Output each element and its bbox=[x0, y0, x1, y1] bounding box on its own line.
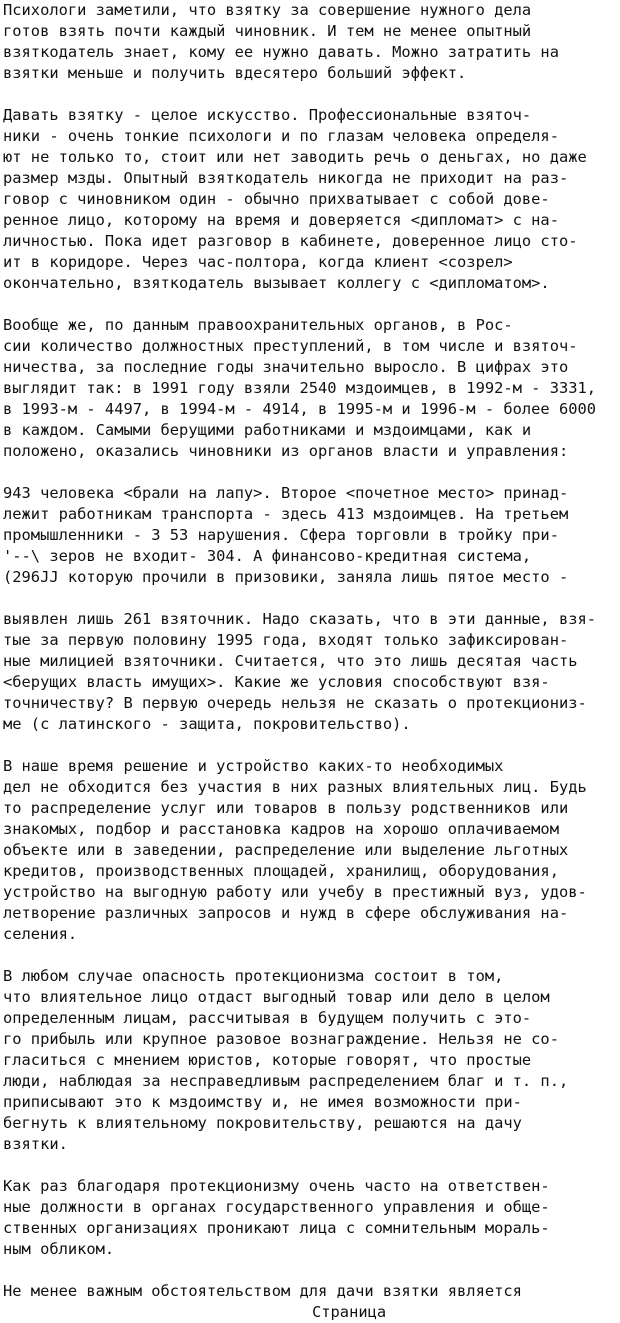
text-line: личностью. Пока идет разговор в кабинете, доверенное лицо сто- bbox=[3, 232, 578, 250]
text-line: устройство на выгодную работу или учебу в престижный вуз, удов- bbox=[3, 883, 587, 901]
text-line: окончательно, взяткодатель вызывает коллегу с <дипломатом>. bbox=[3, 274, 550, 292]
text-line: что влиятельное лицо отдаст выгодный товар или дело в целом bbox=[3, 988, 550, 1006]
text-line: промышленники - 3 53 нарушения. Сфера торговли в тройку при- bbox=[3, 526, 559, 544]
text-line: ит в коридоре. Через час-полтора, когда клиент <созрел> bbox=[3, 253, 513, 271]
text-line: в 1993-м - 4497, в 1994-м - 4914, в 1995-м и 1996-м - более 6000 bbox=[3, 400, 597, 418]
text-line: '--\ зеров не входит- 304. А финансово-кредитная система, bbox=[3, 547, 532, 565]
text-line: Не менее важным обстоятельством для дачи взятки является bbox=[3, 1282, 522, 1300]
text-line: ют не только то, стоит или нет заводить речь о деньгах, но даже bbox=[3, 148, 587, 166]
text-line: точничеству? В первую очередь нельзя не сказать о протекциониз- bbox=[3, 694, 587, 712]
text-line: взятки. bbox=[3, 1135, 68, 1153]
text-line: в каждом. Самыми берущими работниками и мздоимцами, как и bbox=[3, 421, 532, 439]
text-line: ники - очень тонкие психологи и по глазам человека определя- bbox=[3, 127, 559, 145]
text-line: Давать взятку - целое искусство. Профессиональные взяточ- bbox=[3, 106, 532, 124]
text-line: ренное лицо, которому на время и доверяется <дипломат> с на- bbox=[3, 211, 559, 229]
text-line: выглядит так: в 1991 году взяли 2540 мздоимцев, в 1992-м - 3331, bbox=[3, 379, 597, 397]
page-footer-label: Страница bbox=[312, 1303, 387, 1321]
text-line: кредитов, производственных площадей, хранилищ, оборудования, bbox=[3, 862, 559, 880]
text-line: (296JJ которую прочили в призовики, заняла лишь пятое место - bbox=[3, 568, 569, 586]
text-line: ные милицией взяточники. Считается, что это лишь десятая часть bbox=[3, 652, 578, 670]
text-line: люди, наблюдая за несправедливым распределением благ и т. п., bbox=[3, 1072, 569, 1090]
text-line: В наше время решение и устройство каких-то необходимых bbox=[3, 757, 504, 775]
text-line: сии количество должностных преступлений, в том числе и взяточ- bbox=[3, 337, 578, 355]
text-line: знакомых, подбор и расстановка кадров на хорошо оплачиваемом bbox=[3, 820, 559, 838]
text-line: положено, оказались чиновники из органов власти и управления: bbox=[3, 442, 569, 460]
text-line: взятки меньше и получить вдесятеро больший эффект. bbox=[3, 64, 467, 82]
text-line: В любом случае опасность протекционизма состоит в том, bbox=[3, 967, 504, 985]
text-line: ным обликом. bbox=[3, 1240, 115, 1258]
text-line: говор с чиновником один - обычно прихватывает с собой дове- bbox=[3, 190, 550, 208]
text-line: ничества, за последние годы значительно выросло. В цифрах это bbox=[3, 358, 569, 376]
text-line: объекте или в заведении, распределение или выделение льготных bbox=[3, 841, 569, 859]
text-line: ные должности в органах государственного управления и обще- bbox=[3, 1198, 550, 1216]
text-line: гласиться с мнением юристов, которые говорят, что простые bbox=[3, 1051, 532, 1069]
text-line: бегнуть к влиятельному покровительству, решаются на дачу bbox=[3, 1114, 522, 1132]
text-line: ме (с латинского - защита, покровительство). bbox=[3, 715, 411, 733]
text-line: Вообще же, по данным правоохранительных органов, в Рос- bbox=[3, 316, 513, 334]
text-line: размер мзды. Опытный взяткодатель никогда не приходит на раз- bbox=[3, 169, 569, 187]
text-line: взяткодатель знает, кому ее нужно давать. Можно затратить на bbox=[3, 43, 559, 61]
text-line: приписывают это к мздоимству и, не имея возможности при- bbox=[3, 1093, 522, 1111]
text-line: то распределение услуг или товаров в пользу родственников или bbox=[3, 799, 569, 817]
text-line: го прибыль или крупное разовое вознаграждение. Нельзя не со- bbox=[3, 1030, 559, 1048]
text-line: 943 человека <брали на лапу>. Второе <почетное место> принад- bbox=[3, 484, 569, 502]
text-line: Как раз благодаря протекционизму очень часто на ответствен- bbox=[3, 1177, 550, 1195]
text-line: ственных организациях проникают лица с сомнительным мораль- bbox=[3, 1219, 550, 1237]
text-line: дел не обходится без участия в них разных влиятельных лиц. Будь bbox=[3, 778, 587, 796]
text-line: селения. bbox=[3, 925, 78, 943]
text-line: <берущих власть имущих>. Какие же условия способствуют взя- bbox=[3, 673, 550, 691]
text-line: готов взять почти каждый чиновник. И тем не менее опытный bbox=[3, 22, 532, 40]
text-line: определенным лицам, рассчитывая в будущем получить с это- bbox=[3, 1009, 532, 1027]
text-line: выявлен лишь 261 взяточник. Надо сказать, что в эти данные, взя- bbox=[3, 610, 597, 628]
text-line: летворение различных запросов и нужд в сфере обслуживания на- bbox=[3, 904, 569, 922]
text-line: Психологи заметили, что взятку за совершение нужного дела bbox=[3, 1, 532, 19]
text-line: тые за первую половину 1995 года, входят только зафиксирован- bbox=[3, 631, 569, 649]
text-line: лежит работникам транспорта - здесь 413 мздоимцев. На третьем bbox=[3, 505, 569, 523]
